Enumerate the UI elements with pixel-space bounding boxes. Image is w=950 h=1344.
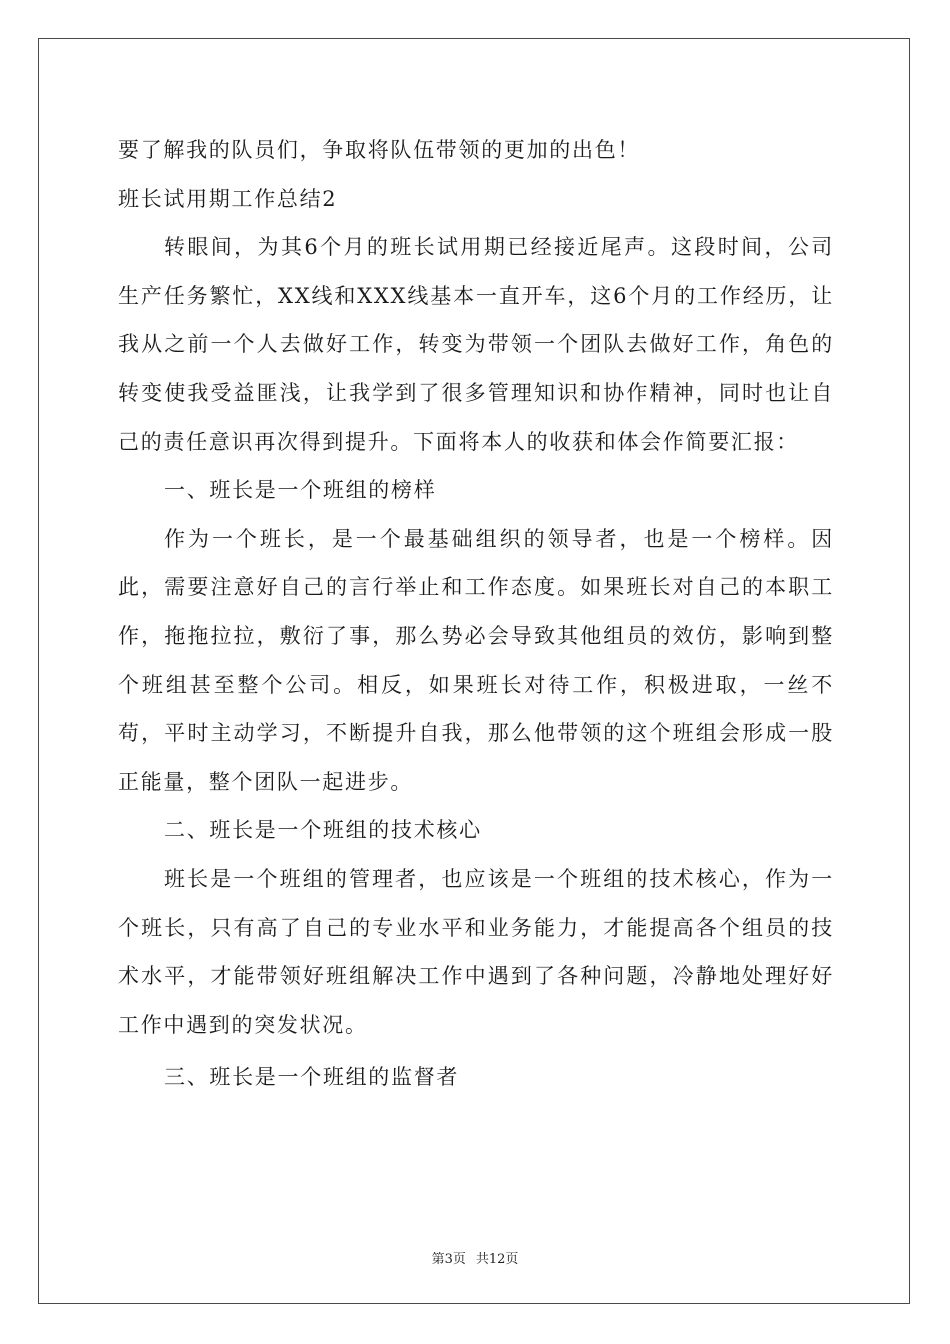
document-body bbox=[118, 126, 834, 1102]
page-number: 第3页 bbox=[431, 1252, 466, 1267]
paragraph-section-2: 班长是一个班组的管理者，也应该是一个班组的技术核心，作为一个班长，只有高了自己的专业水平和业务能力，才能提高各个组员的技术水平，才能带领好班组解决工作中遇到了各种问题，冷静地处理好好工作中遇到的突发状况。 bbox=[118, 866, 834, 1037]
page-footer bbox=[0, 1248, 950, 1267]
paragraph-section-1: 作为一个班长，是一个最基础组织的领导者，也是一个榜样。因此，需要注意好自己的言行举止和工作态度。如果班长对自己的本职工作，拖拖拉拉，敷衍了事，那么势必会导致其他组员的效仿，影响到整个班组甚至整个公司。相反，如果班长对待工作，积极进取，一丝不苟，平时主动学习，不断提升自我，那么他带领的这个班组会形成一股正能量，整个团队一起进步。 bbox=[118, 526, 834, 794]
document-title: 班长试用期工作总结2 bbox=[118, 186, 338, 211]
page-total: 共12页 bbox=[475, 1252, 519, 1267]
section-heading-3: 三、班长是一个班组的监督者 bbox=[164, 1065, 460, 1090]
section-heading-2: 二、班长是一个班组的技术核心 bbox=[164, 818, 482, 843]
paragraph-opening: 转眼间，为其6个月的班长试用期已经接近尾声。这段时间，公司生产任务繁忙，XX线和XXX线基本一直开车，这6个月的工作经历，让我从之前一个人去做好工作，转变为带领一个团队去做好工作，角色的转变使我受益匪浅，让我学到了很多管理知识和协作精神，同时也让自己的责任意识再次得到提升。下面将本人的收获和体会作简要汇报： bbox=[118, 235, 834, 454]
section-heading-1: 一、班长是一个班组的榜样 bbox=[164, 478, 437, 503]
paragraph-intro-tail: 要了解我的队员们，争取将队伍带领的更加的出色！ bbox=[118, 138, 641, 162]
